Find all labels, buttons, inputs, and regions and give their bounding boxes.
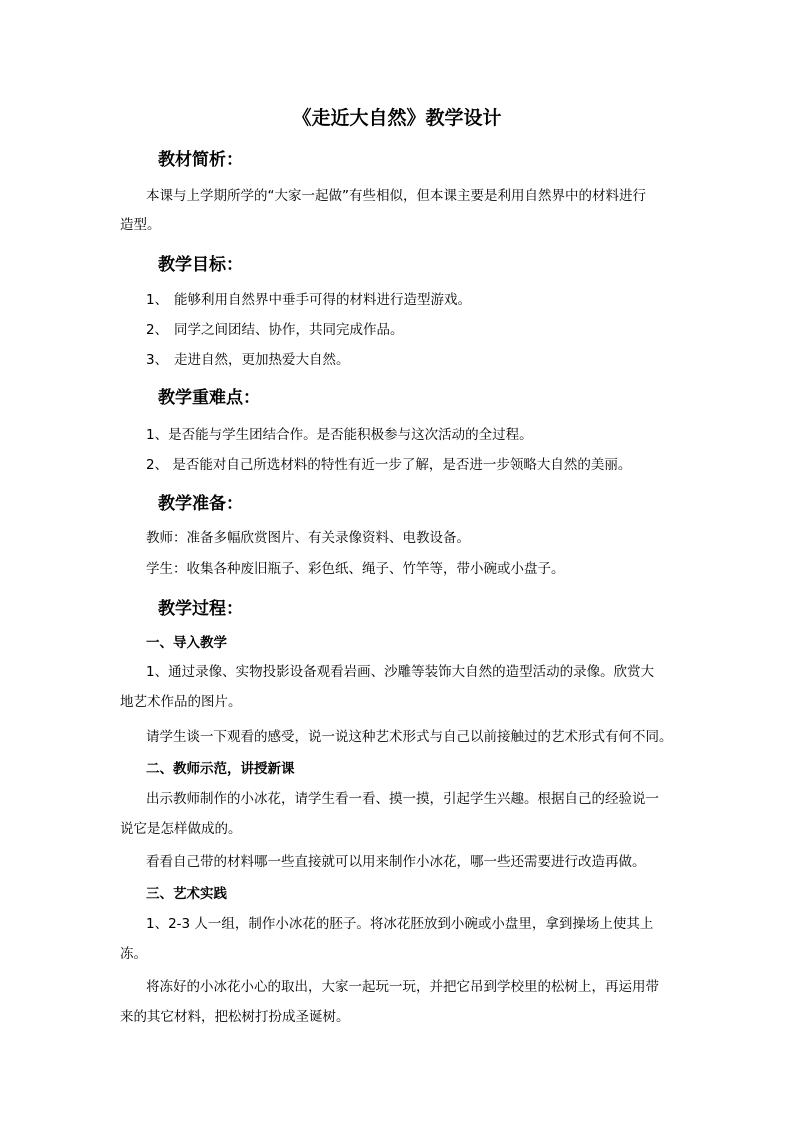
page-title: 《走近大自然》教学设计: [292, 107, 502, 129]
analysis-heading: 教材简析：: [158, 150, 243, 170]
section-1-heading: 一、导入教学: [146, 635, 227, 651]
section-3-p2-line-1: 将冻好的小冰花小心的取出，大家一起玩一玩，并把它吊到学校里的松树上，再运用带: [146, 979, 659, 995]
section-2-p1-line-1: 出示教师制作的小冰花，请学生看一看、摸一摸，引起学生兴趣。根据自己的经验说一: [146, 791, 659, 807]
analysis-line-1: 本课与上学期所学的“大家一起做”有些相似，但本课主要是利用自然界中的材料进行: [146, 188, 646, 204]
section-2-p1-line-2: 说它是怎样做成的。: [120, 821, 242, 837]
goal-text: 能够利用自然界中垂手可得的材料进行造型游戏。: [174, 292, 471, 308]
section-3-heading: 三、艺术实践: [146, 886, 227, 902]
goal-item-2: [146, 320, 404, 340]
section-3-p2-line-2: 来的其它材料，把松树打扮成圣诞树。: [120, 1009, 350, 1025]
preparation-item-2: 学生：收集各种废旧瓶子、彩色纸、绳子、竹竿等，带小碗或小盘子。: [146, 561, 565, 577]
goal-text: 走进自然，更加热爱大自然。: [174, 352, 350, 368]
section-1-p1-line-1: 1、通过录像、实物投影设备观看岩画、沙雕等装饰大自然的造型活动的录像。欣赏大: [146, 664, 655, 680]
preparation-heading: 教学准备：: [158, 494, 243, 514]
goal-number: 3、: [146, 352, 169, 368]
goal-item-1: [146, 290, 471, 310]
section-2-heading: 二、教师示范，讲授新课: [146, 761, 295, 777]
difficulty-item-2: 2、 是否能对自己所选材料的特性有近一步了解，是否进一步领略大自然的美丽。: [146, 457, 632, 473]
section-3-p1-line-1: 1、2-3 人一组，制作小冰花的胚子。将冰花胚放到小碗或小盘里，拿到操场上使其上: [146, 916, 654, 932]
preparation-item-1: 教师：准备多幅欣赏图片、有关录像资料、电教设备。: [146, 530, 470, 546]
section-3-p1-line-2: 冻。: [120, 946, 147, 962]
analysis-line-2: 造型。: [120, 217, 161, 233]
section-1-p2: 请学生谈一下观看的感受，说一说这种艺术形式与自己以前接触过的艺术形式有何不同。: [146, 729, 673, 745]
difficulties-heading: 教学重难点：: [158, 388, 260, 408]
goal-number: 1、: [146, 292, 169, 308]
process-heading: 教学过程：: [158, 599, 243, 619]
goals-heading: 教学目标：: [158, 255, 243, 275]
section-1-p1-line-2: 地艺术作品的图片。: [120, 694, 242, 710]
goal-number: 2、: [146, 322, 169, 338]
section-2-p2: 看看自己带的材料哪一些直接就可以用来制作小冰花，哪一些还需要进行改造再做。: [146, 854, 646, 870]
goal-item-3: [146, 350, 350, 370]
difficulty-item-1: 1、是否能与学生团结合作。是否能积极参与这次活动的全过程。: [146, 427, 533, 443]
goal-text: 同学之间团结、协作，共同完成作品。: [174, 322, 404, 338]
